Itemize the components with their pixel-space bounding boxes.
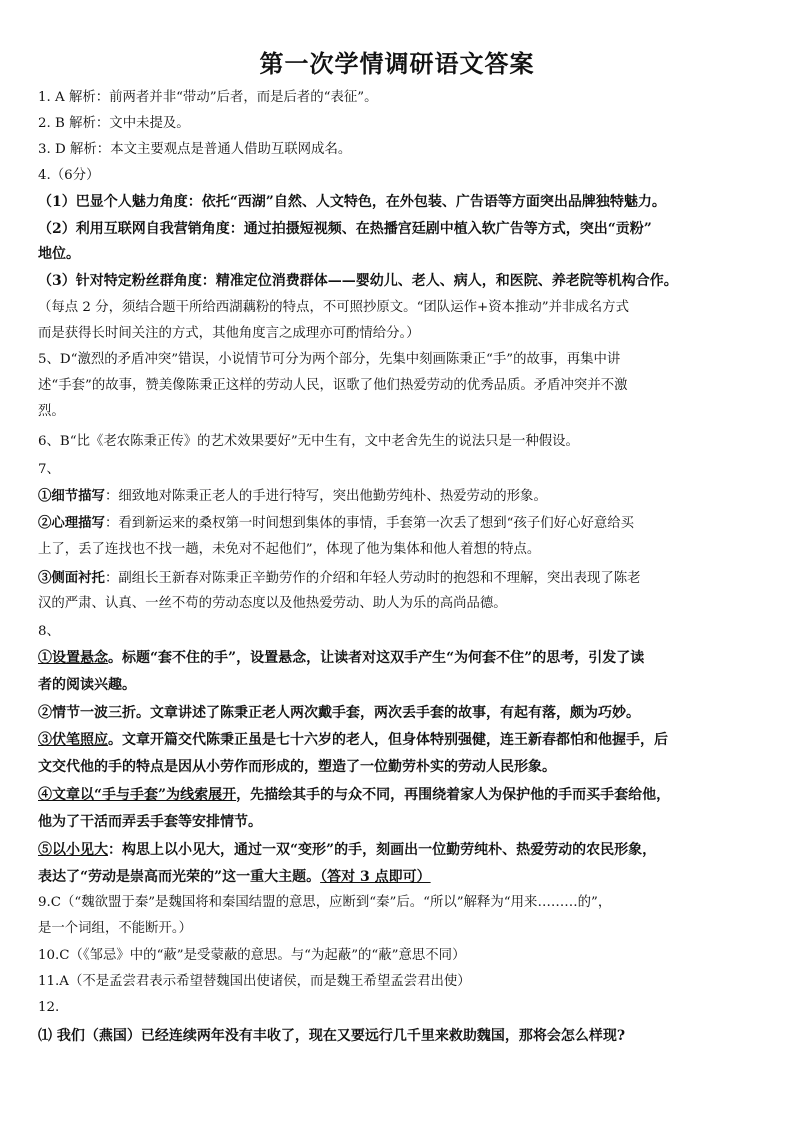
answer-q8-heading: 8、: [38, 624, 60, 639]
answer-q8-point-3: [38, 730, 768, 750]
point-text: ：看到新运来的桑杈第一时间想到集体的事情，手套第一次丢了想到“孩子们好心好意给买: [104, 516, 635, 531]
point-label: ③伏笔照应: [38, 732, 108, 748]
page-title: 第一次学情调研语文答案: [259, 50, 535, 78]
answer-q4-heading: 4.（6分）: [38, 168, 100, 183]
point-label: ⑤以小见大: [38, 842, 108, 858]
answer-q7-point-1: [38, 486, 768, 507]
point-text: ，先描绘其手的与众不同，再围绕着家人为保护他的手而买手套给他，: [236, 787, 671, 803]
answer-q5-cont-2: 烈。: [38, 404, 65, 419]
answer-q9: 9.C（“魏欲盟于秦”是魏国将和秦国结盟的意思，应断到“秦”后。“所以”解释为“用来………的”，: [38, 895, 612, 910]
point-label: ②心理描写: [38, 515, 105, 531]
answer-q5: 5、D“激烈的矛盾冲突”错误，小说情节可分为两个部分，先集中刻画陈秉正“手”的故事，再集中讲: [38, 352, 621, 367]
answer-q4-point-3: （3）针对特定粉丝群角度：精准定位消费群体——婴幼儿、老人、病人，和医院、养老院等机构合作。: [38, 273, 678, 289]
answer-q8-point-2: ②情节一波三折。文章讲述了陈秉正老人两次戴手套，两次丢手套的故事，有起有落，颇为巧妙。: [38, 705, 640, 721]
answer-q6: 6、B“比《老农陈秉正传》的艺术效果要好”无中生有，文中老舍先生的说法只是一种假设。: [38, 434, 579, 449]
answer-q4-scoring-note: （每点 2 分，须结合题干所给西湖藕粉的特点，不可照抄原文。“团队运作+资本推动”并非成名方式: [38, 300, 629, 315]
answer-q4-scoring-note-cont: 而是获得长时间关注的方式，其他角度言之成理亦可酌情给分。）: [38, 326, 420, 341]
answer-q7-point-2-cont: 上了，丢了连找也不找一趟，未免对不起他们”，体现了他为集体和他人着想的特点。: [38, 542, 541, 557]
answer-q8-point-5: [38, 840, 768, 860]
point-text: ：细致地对陈秉正老人的手进行特写，突出他勤劳纯朴、热爱劳动的形象。: [104, 489, 547, 504]
answer-q11: 11.A（不是孟尝君表示希望替魏国出使诸侯，而是魏王希望孟尝君出使）: [38, 974, 471, 989]
answer-q7-point-2: [38, 513, 768, 534]
answer-q7-heading: 7、: [38, 462, 60, 477]
answer-q12-point-1: ⑴ 我们（燕国）已经连续两年没有丰收了，现在又要远行几千里来救助魏国，那将会怎么样现?: [38, 1028, 626, 1044]
answer-q5-cont: 述“手套”的故事，赞美像陈秉正这样的劳动人民，讴歌了他们热爱劳动的优秀品质。矛盾冲突并不激: [38, 378, 628, 393]
point-label: ①设置悬念: [38, 650, 108, 666]
point-text: 。标题“套不住的手”，设置悬念，让读者对这双手产生“为何套不住”的思考，引发了读: [108, 650, 645, 666]
answer-q8-point-3-cont: 文交代他的手的特点是因从小劳作而形成的，塑造了一位勤劳朴实的劳动人民形象。: [38, 759, 556, 775]
answer-q7-point-3: [38, 568, 768, 589]
point-text: 。文章开篇交代陈秉正虽是七十六岁的老人，但身体特别强健，连王新春都怕和他握手，后: [108, 732, 668, 748]
answer-q8-point-5-cont: [38, 867, 768, 887]
answer-q12-heading: 12.: [38, 1000, 60, 1015]
answer-q8-point-1: [38, 648, 768, 668]
answer-q4-point-2-cont: 地位。: [38, 246, 80, 262]
point-label: ③侧面衬托: [38, 570, 105, 586]
point-text: ：构思上以小见大，通过一双“变形”的手，刻画出一位勤劳纯朴、热爱劳动的农民形象，: [108, 842, 657, 858]
point-label: ①细节描写: [38, 488, 105, 504]
answer-q7-point-3-cont: 汉的严肃、认真、一丝不苟的劳动态度以及他热爱劳动、助人为乐的高尚品德。: [38, 596, 507, 611]
answer-q8-point-4: [38, 785, 768, 805]
answer-q4-point-2: （2）利用互联网自我营销角度：通过拍摄短视频、在热播宫廷剧中植入软广告等方式，突出“贡粉”: [38, 221, 652, 237]
answer-q1: 1. A 解析：前两者并非“带动”后者，而是后者的“表征”。: [38, 90, 378, 105]
answer-q8-point-4-cont: 他为了干活而弄丢手套等安排情节。: [38, 814, 262, 830]
point-text: ：副组长王新春对陈秉正辛勤劳作的介绍和年轻人劳动时的抱怨和不理解，突出表现了陈老: [104, 571, 641, 586]
answer-q4-point-1: （1）巴显个人魅力角度：依托“西湖”自然、人文特色，在外包装、广告语等方面突出品牌独特魅力。: [38, 194, 666, 210]
answer-q10: 10.C（《邹忌》中的“蔽”是受蒙蔽的意思。与“为起蔽”的“蔽”意思不同）: [38, 948, 466, 963]
point-label: ④文章以“手与手套”为线索展开: [38, 787, 237, 803]
answer-q9-cont: 是一个词组，不能断开。）: [38, 921, 192, 936]
point-text: 表达了“劳动是崇高而光荣的”这一重大主题。: [38, 869, 321, 885]
answer-q3: 3. D 解析：本文主要观点是普通人借助互联网成名。: [38, 142, 352, 157]
scoring-note: （答对 3 点即可）: [320, 869, 431, 885]
answer-q8-point-1-cont: 者的阅读兴趣。: [38, 677, 136, 693]
answer-q2: 2. B 解析：文中未提及。: [38, 116, 190, 131]
